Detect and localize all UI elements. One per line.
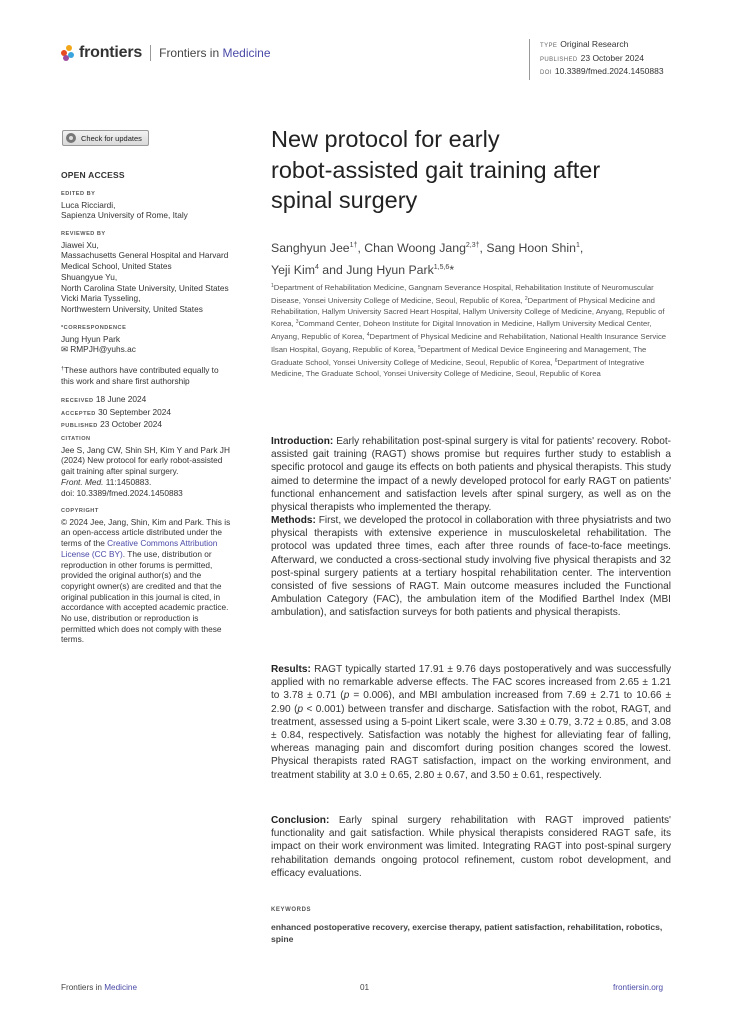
abstract-introduction: Introduction: Early rehabilitation post-spinal surgery is vital for patients' recovery. Robot-assisted gait training (RAGT) shows promise but requires further study to establish a specific protocol and gauge its effects on both patients and physical therapists. This study aimed to determine the impact of a newly developed protocol for early RAGT on patients' functional enhancement and satisfaction levels after spinal surgery, as well as on the physical therapists who implemented the therapy. — [271, 436, 671, 514]
article-meta: TYPE Original Research PUBLISHED 23 October 2024 DOI 10.3389/fmed.2024.1450883 — [529, 39, 664, 80]
check-for-updates-button[interactable]: Check for updates — [62, 130, 149, 146]
edited-by: EDITED BY Luca Ricciardi, Sapienza University of Rome, Italy — [61, 191, 188, 221]
author-list: Sanghyun Jee$^{1\dagger}$, Chan Woong Jang$^{2,3\dagger}$, Sang Hoon Shin$^1$, Yeji Kim$^4$ and Jung Hyun Park$^{1,5,6}$* — [271, 241, 584, 277]
keywords: enhanced postoperative recovery, exercise therapy, patient satisfaction, rehabilitation, robotics, spine — [271, 922, 663, 945]
abstract-methods: Methods: First, we developed the protocol in collaboration with three physiatrists and two physical therapists with extensive experience in musculoskeletal rehabilitation. The protocol was updated three times, each after three rounds of face-to-face meetings. Afterward, we conducted a cross-sectional study involving five physical therapists and 32 post-spinal surgery patients at a tertiary hospital rehabilitation center. The intervention consisted of five sessions of RAGT. Main outcome measures included the Functional Ambulation Category (FAC), the ambulation item of the Modified Barthel Index (MBI ambulation), and satisfaction surveys for both patients and physical therapists. — [271, 515, 671, 619]
page-number: 01 — [360, 983, 370, 992]
article-title: New protocol for early robot-assisted gait training after spinal surgery — [271, 126, 601, 213]
reviewed-by: REVIEWED BY Jiawei Xu, Massachusetts General Hospital and Harvard Medical School, United States Shuangyue Yu, North Carolina State University, United States Vicki Maria Tysseling, Northwestern University, United States — [61, 231, 229, 314]
cc-by-link[interactable]: License (CC BY) — [61, 548, 123, 559]
affiliations: $^1$Department of Rehabilitation Medicine, Gangnam Severance Hospital, Rehabilitation Institute of Neuromuscular Disease, Yonsei University College of Medicine, Seoul, Republic of Korea, $^2$Department of Physical Medicine and Rehabilitation, Hallym University Sacred Heart Hospital, Hallym University College of Medicine, Anyang, Republic of Korea, $^3$Command Center, Doheon Institute for Digital Innovation in Medicine, Hallym University Medical Center, Anyang, Republic of Korea, $^4$Department of Physical Medicine and Rehabilitation, National Health Insurance Service Ilsan Hospital, Goyang, Republic of Korea, $^5$Department of Medical Device Engineering and Management, The Graduate School, Yonsei University College of Medicine, Seoul, Republic of Korea, $^6$Department of Integrative Medicine, The Graduate School, Yonsei University College of Medicine, Seoul, Republic of Korea — [271, 283, 667, 378]
dates: RECEIVED 18 June 2024 ACCEPTED 30 September 2024 PUBLISHED 23 October 2024 — [61, 394, 171, 430]
footer-site-link[interactable]: frontiersin.org — [613, 983, 664, 992]
open-access-label: OPEN ACCESS — [61, 170, 125, 180]
footer-journal: Frontiers in Medicine — [61, 983, 138, 992]
journal-name: Frontiers in Medicine — [159, 46, 271, 60]
citation: CITATION Jee S, Jang CW, Shin SH, Kim Y and Park JH (2024) New protocol for early robot-assisted gait training after spinal surgery. Front. Med. 11:1450883. doi: 10.3389/fmed.2024.1450883 — [61, 436, 230, 498]
correspondence-email-link[interactable]: RMPJH@yuhs.ac — [70, 344, 136, 355]
logo-divider — [150, 45, 151, 61]
frontiers-mark-icon — [61, 45, 75, 61]
copyright: COPYRIGHT © 2024 Jee, Jang, Shin, Kim and Park. This is an open-access article distributed under the terms of the Creative Commons Attribution License (CC BY). The use, distribution or reproduction in other forums is permitted, provided the original author(s) and the copyright owner(s) are credited and that the original publication in this journal is cited, in accordance with accepted academic practice. No use, distribution or reproduction is permitted which does not comply with these terms. — [61, 508, 231, 645]
cc-license-link[interactable]: Creative Commons Attribution — [107, 538, 218, 549]
abstract-results: Results: RAGT typically started 17.91 ± 9.76 days postoperatively and was successfully applied with no remarkable adverse effects. The FAC scores increased from 2.65 ± 1.21 to 3.78 ± 0.71 (p = 0.006), and MBI ambulation increased from 7.69 ± 2.71 to 10.66 ± 2.90 (p < 0.001) between transfer and discharge. Satisfaction with the robot, RAGT, and treatment, assessed using a 5-point Likert scale, were 3.30 ± 0.79, 3.72 ± 0.85, and 3.08 ± 0.84, respectively. Satisfaction was notably the highest for alleviating fear of falling, whereas managing pain and discomfort during position changes scored the lowest. Physical therapists rated RAGT satisfaction, impact on the working environment, and treatment stability at 3.0 ± 0.65, 2.80 ± 0.67, and 3.50 ± 0.61, respectively. — [271, 664, 672, 781]
equal-contribution-note: †These authors have contributed equally to this work and share first authorship — [61, 365, 219, 386]
doi-link[interactable]: 10.3389/fmed.2024.1450883 — [554, 66, 664, 76]
check-updates-icon — [66, 133, 76, 143]
correspondence: *CORRESPONDENCE Jung Hyun Park ✉ RMPJH@yuhs.ac — [61, 325, 136, 355]
keywords-label: KEYWORDS — [271, 907, 312, 913]
abstract-conclusion: Conclusion: Early spinal surgery rehabilitation with RAGT improved patients' functionality and gait satisfaction. While physical therapists considered RAGT safe, its impact on their work environment was limited. Integrating RAGT into post-spinal surgery rehabilitation demands ongoing protocol refinement, custom robot development, and efficacy evaluations. — [271, 815, 671, 879]
frontiers-logo[interactable] — [61, 44, 271, 62]
brand-wordmark: frontiers — [79, 44, 143, 61]
envelope-icon: ✉ — [61, 344, 68, 355]
